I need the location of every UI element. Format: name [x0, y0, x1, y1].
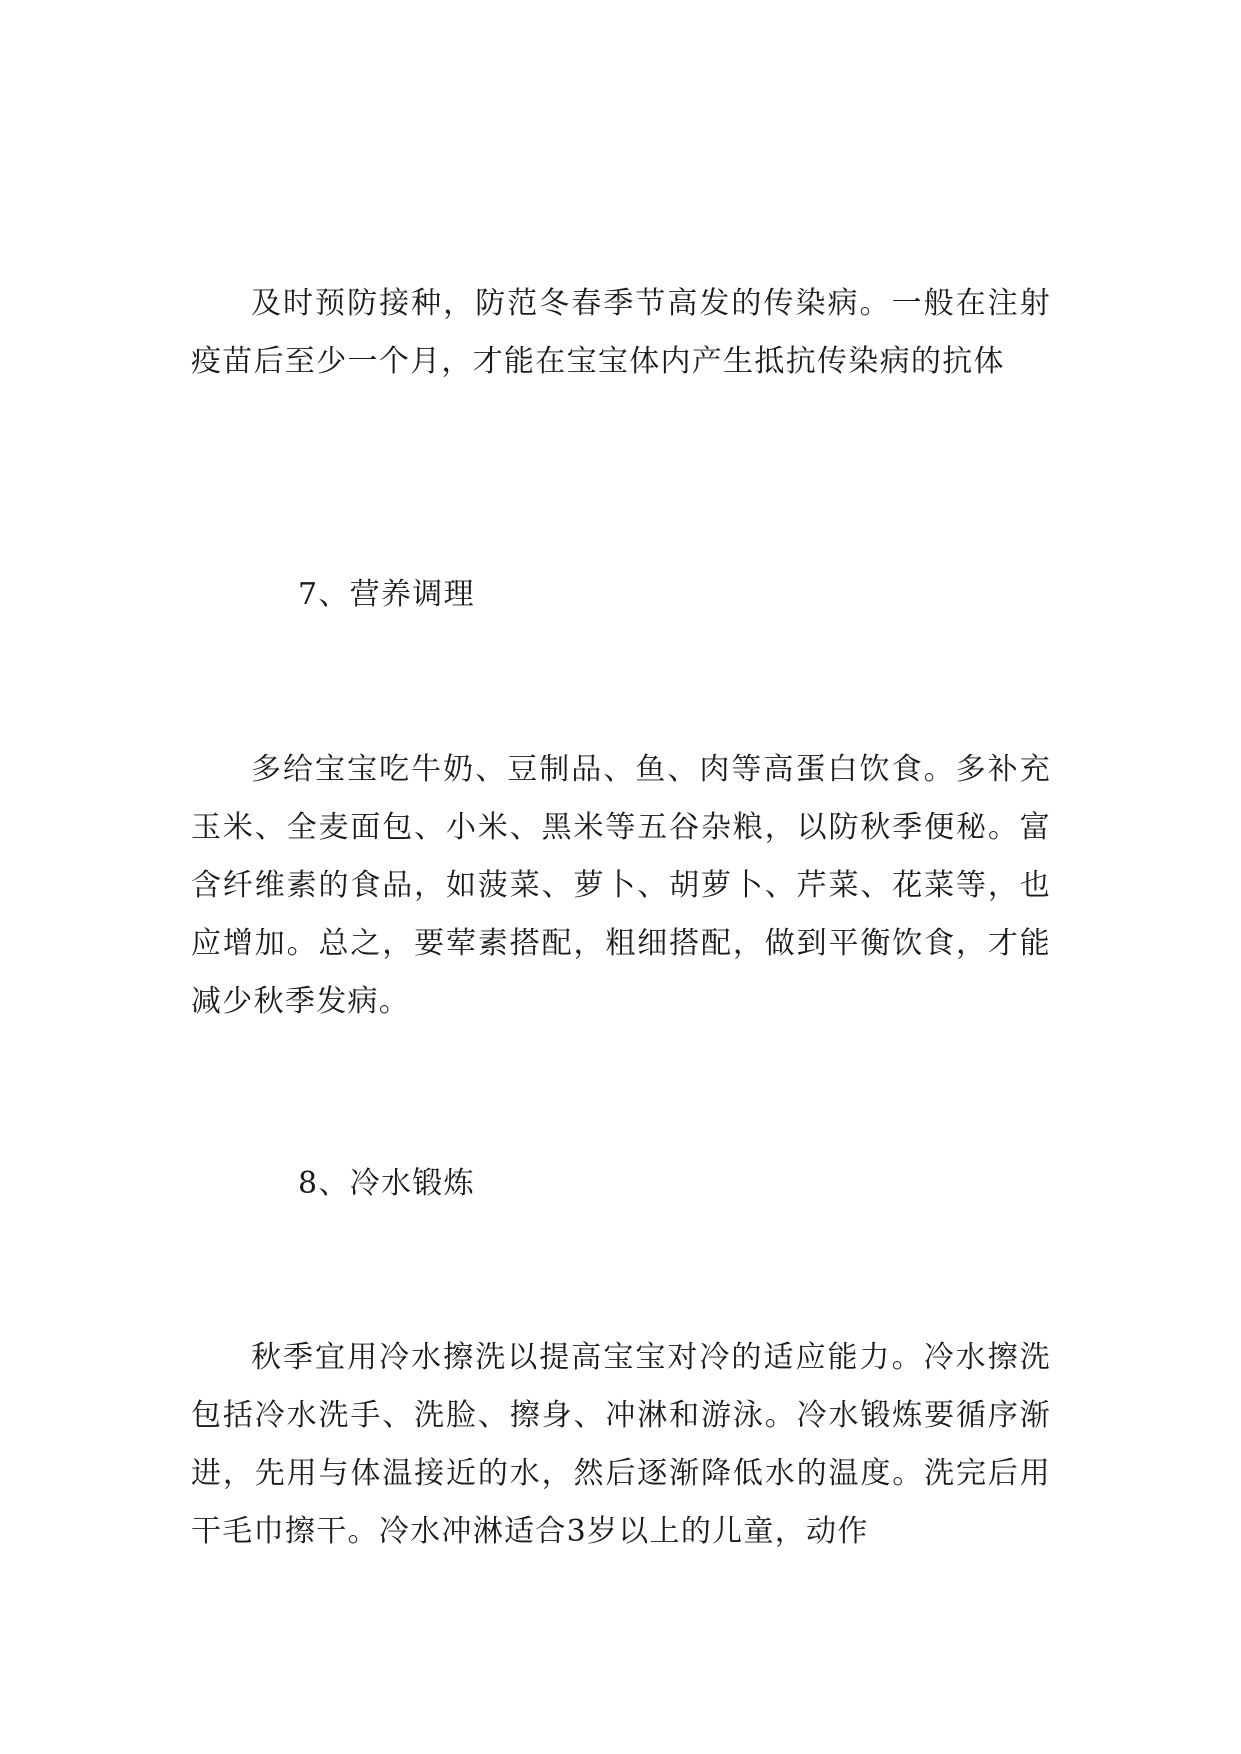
- section-heading-nutrition: 7、营养调理: [298, 577, 475, 612]
- section-heading-cold-water: 8、冷水锻炼: [298, 1166, 475, 1201]
- paragraph-nutrition: 多给宝宝吃牛奶、豆制品、鱼、肉等高蛋白饮食。多补充玉米、全麦面包、小米、黑米等五谷杂粮，以防秋季便秘。富含纤维素的食品，如菠菜、萝卜、胡萝卜、芹菜、花菜等，也应增加。总之，要荤素搭配，粗细搭配，做到平衡饮食，才能减少秋季发病。: [191, 752, 1051, 1019]
- paragraph-cold-water: 秋季宜用冷水擦洗以提高宝宝对冷的适应能力。冷水擦洗包括冷水洗手、洗脸、擦身、冲淋和游泳。冷水锻炼要循序渐进，先用与体温接近的水，然后逐渐降低水的温度。洗完后用干毛巾擦干。冷水冲淋适合3岁以上的儿童，动作: [191, 1340, 1051, 1549]
- paragraph-vaccination: 及时预防接种，防范冬春季节高发的传染病。一般在注射疫苗后至少一个月，才能在宝宝体内产生抵抗传染病的抗体: [191, 286, 1051, 379]
